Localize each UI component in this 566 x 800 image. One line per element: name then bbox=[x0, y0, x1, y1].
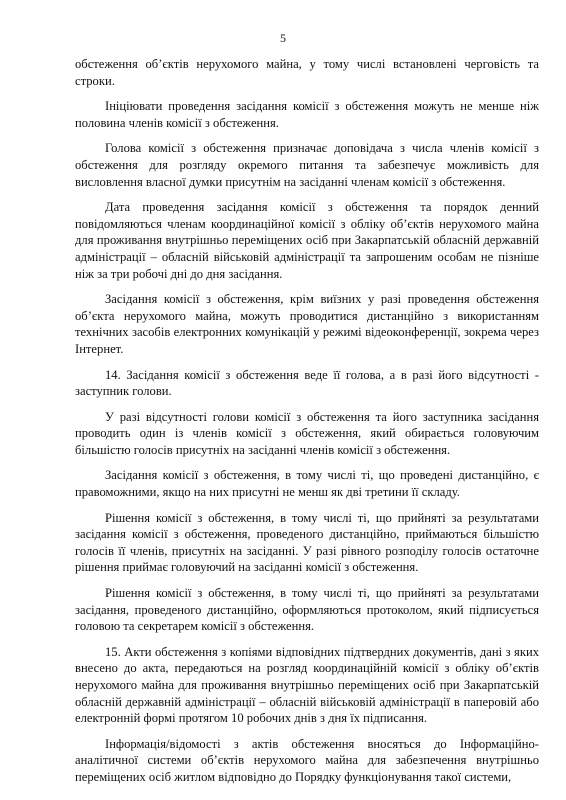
paragraph: Засідання комісії з обстеження, в тому числі ті, що проведені дистанційно, є правоможними, якщо на них присутні не менш як дві третини її складу. bbox=[75, 468, 539, 500]
paragraph: Рішення комісії з обстеження, в тому числі ті, що прийняті за результатами засідання комісії з обстеження, проведеного дистанційно, приймаються більшістю голосів її членів, присутніх на засіданні. У разі рівного розподілу голосів остаточне рішення приймає головуючий на засіданні комісії з обстеження. bbox=[75, 510, 539, 575]
paragraph: У разі відсутності голови комісії з обстеження та його заступника засідання проводить один із членів комісії з обстеження, який обирається головуючим більшістю голосів присутніх на засіданні членів комісії з обстеження. bbox=[75, 409, 539, 457]
paragraph: Голова комісії з обстеження призначає доповідача з числа членів комісії з обстеження для розгляду окремого питання та забезпечує можливість для висловлення власної думки присутнім на засіданні членам комісії з обстеження. bbox=[75, 141, 539, 189]
document-body bbox=[75, 56, 539, 795]
paragraph-continuation: обстеження об’єктів нерухомого майна, у тому числі встановлені черговість та строки. bbox=[75, 57, 539, 88]
paragraph-item-15: 15. Акти обстеження з копіями відповідних підтвердних документів, дані з яких внесено до акта, передаються на розгляд координаційній комісії з обліку об’єктів нерухомого майна для проживання внутрішньо переміщених осіб при Закарпатській обласній державній адміністрації – обласній військовій адміністрації в паперовій або електронній формі протягом 10 робочих днів з дня їх підписання. bbox=[75, 644, 539, 726]
paragraph-item-14: 14. Засідання комісії з обстеження веде її голова, а в разі його відсутності - заступник голови. bbox=[75, 367, 539, 399]
page-number: 5 bbox=[280, 31, 286, 45]
paragraph: Засідання комісії з обстеження, крім виїзних у разі проведення обстеження об’єкта нерухомого майна, можуть проводитися дистанційно з використанням технічних засобів електронних комунікацій у режимі відеоконференції, зокрема через Інтернет. bbox=[75, 292, 539, 356]
paragraph: Інформація/відомості з актів обстеження вносяться до Інформаційно-аналітичної системи об’єктів нерухомого майна для забезпечення внутрішньо переміщених осіб житлом відповідно до Порядку функціонування такої системи, bbox=[75, 736, 539, 784]
paragraph: Рішення комісії з обстеження, в тому числі ті, що прийняті за результатами засідання, проведеного дистанційно, оформляються протоколом, який підписується головою та секретарем комісії з обстеження. bbox=[75, 586, 539, 634]
paragraph: Ініціювати проведення засідання комісії з обстеження можуть не менше ніж половина членів комісії з обстеження. bbox=[75, 99, 539, 130]
paragraph: Дата проведення засідання комісії з обстеження та порядок денний повідомляються членам координаційної комісії з обліку об’єктів нерухомого майна для проживання внутрішньо переміщених осіб при Закарпатській обласній державній адміністрації – обласній військовій адміністрації та запрошеним особам не пізніше ніж за три робочі дні до дня засідання. bbox=[75, 200, 539, 281]
